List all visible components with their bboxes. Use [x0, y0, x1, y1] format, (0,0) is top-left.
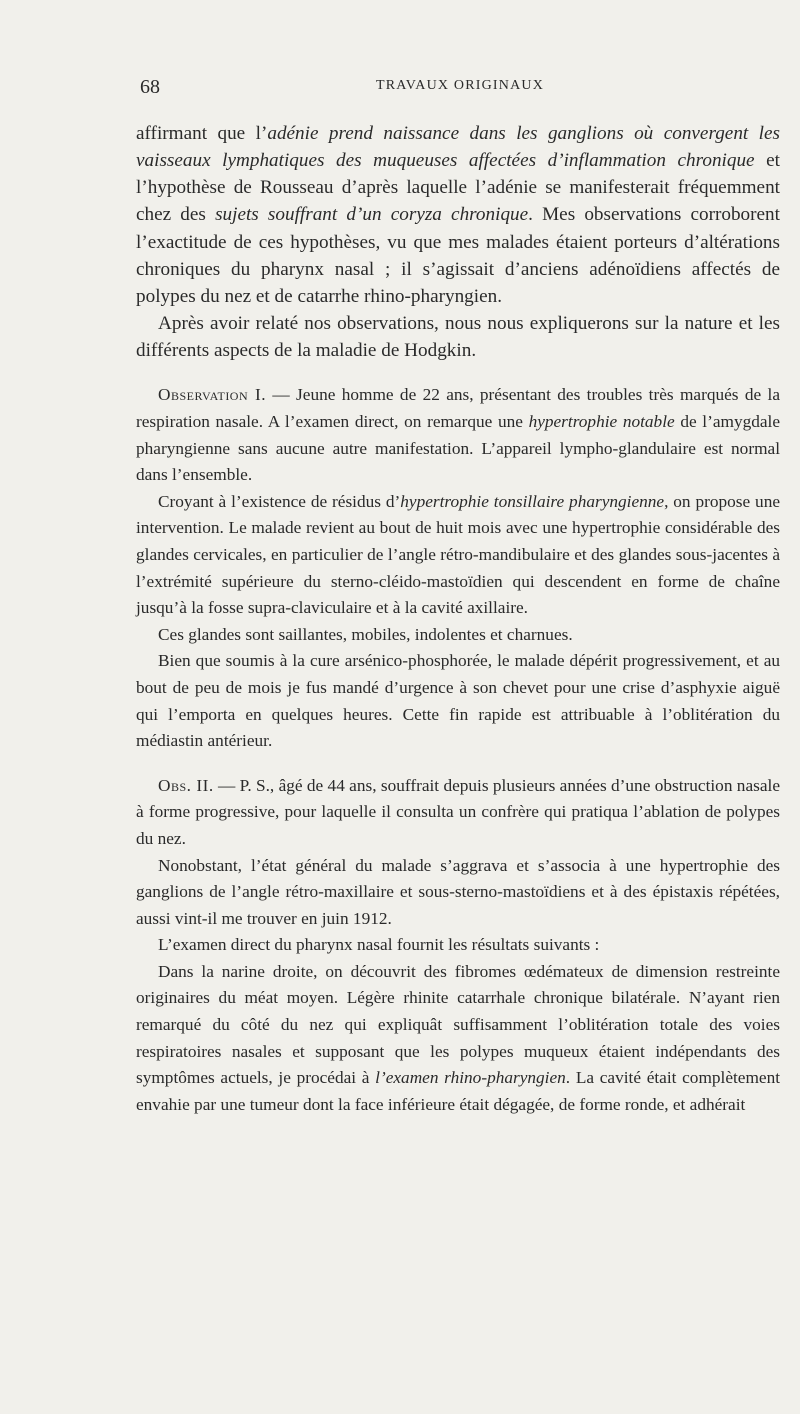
italic-run: adénie prend naissance dans les ganglions où convergent les vaisseaux lymphatiques des muqueuses affectées d’inflammation chronique: [136, 123, 780, 172]
obs2-paragraph-3: L’examen direct du pharynx nasal fournit les résultats suivants :: [158, 935, 600, 955]
obs2-paragraph-2: Nonobstant, l’état général du malade s’aggrava et s’associa à une hypertrophie des ganglions de l’angle rétro-maxillaire et sous-sterno-mastoïdiens et à des épistaxis répétées, aussi vint-il me trouver en juin 1912.: [136, 855, 780, 928]
italic-run: hypertrophie notable: [528, 412, 675, 431]
text-run: Croyant à l’existence de résidus d’: [158, 491, 401, 511]
obs1-paragraph-3: Ces glandes sont saillantes, mobiles, indolentes et charnues.: [158, 624, 573, 644]
obs2-paragraph-4: [136, 959, 780, 1119]
obs2-paragraph-1: [136, 773, 780, 853]
intro-paragraph-1: [136, 120, 780, 310]
observation-1: [136, 382, 780, 754]
obs2-paragraph-1-text: — P. S., âgé de 44 ans, souffrait depuis plusieurs années d’une obstruction nasale à forme progressive, pour laquelle il consulta un confrère qui pratiqua l’ablation de polypes du nez.: [136, 775, 780, 848]
text-run: — Jeune homme de 22 ans, présentant des troubles très marqués de la respiration nasale. A l’examen direct, on remarque une: [136, 385, 780, 431]
text-run: , on propose une intervention. Le malade revient au bout de huit mois avec une hypertrophie considérable des glandes cervicales, en particulier de l’angle rétro-mandibulaire et des glandes sous-jacentes à l’extrémité supérieure du sterno-cléido-mastoïdien qui descendent en forme de chaîne jusqu’à la fosse supra-claviculaire et à la cavité axillaire.: [136, 491, 780, 618]
text-run: . Mes observations corroborent l’exactitude de ces hypothèses, vu que mes malades étaient porteurs d’altérations chroniques du pharynx nasal ; il s’agissait d’anciens adénoïdiens affectés de polypes du nez et de catarrhe rhino-pharyngien.: [136, 204, 780, 307]
body-text: [136, 120, 780, 1118]
italic-run: sujets souffrant d’un coryza chronique: [215, 204, 529, 226]
observation-2: [136, 773, 780, 1119]
text-run: Dans la narine droite, on découvrit des fibromes œdémateux de dimension restreinte originaires du méat moyen. Légère rhinite catarrhale chronique bilatérale. N’ayant rien remarqué du côté du nez qui expliquât suffisamment l’oblitération totale des voies respiratoires nasales et supposant que les polypes muqueux étaient indépendants des symptômes actuels, je procédai à: [136, 961, 780, 1088]
intro-paragraph-2: Après avoir relaté nos observations, nous nous expliquerons sur la nature et les différents aspects de la maladie de Hodgkin.: [136, 313, 780, 362]
obs1-paragraph-4: Bien que soumis à la cure arsénico-phosphorée, le malade dépérit progressivement, et au bout de peu de mois je fus mandé d’urgence à son chevet pour une crise d’asphyxie aiguë qui l’emporta en quelques heures. Cette fin rapide est attribuable à l’oblitération du médiastin antérieur.: [136, 651, 780, 751]
page-number: 68: [140, 76, 160, 98]
text-run: et l’hypothèse de Rousseau d’après laquelle l’adénie se manifesterait fréquemment chez des: [136, 150, 780, 226]
obs1-label: Observation I.: [158, 385, 267, 405]
page-header: [140, 76, 780, 100]
obs1-paragraph-1: [136, 382, 780, 488]
obs2-label: Obs. II.: [158, 775, 214, 795]
text-run: de l’amygdale pharyngienne sans aucune autre manifestation. L’appareil lympho-glandulaire est normal dans l’ensemble.: [136, 412, 781, 485]
text-run: . La cavité était complètement envahie par une tumeur dont la face inférieure était dégagée, de forme ronde, et adhérait: [136, 1068, 781, 1114]
italic-run: hypertrophie tonsillaire pharyngienne: [400, 491, 665, 511]
italic-run: l’examen rhino-pharyngien: [375, 1068, 566, 1088]
running-title: TRAVAUX ORIGINAUX: [375, 78, 545, 93]
text-run: affirmant que l’: [136, 123, 268, 144]
obs1-paragraph-2: [136, 489, 780, 622]
